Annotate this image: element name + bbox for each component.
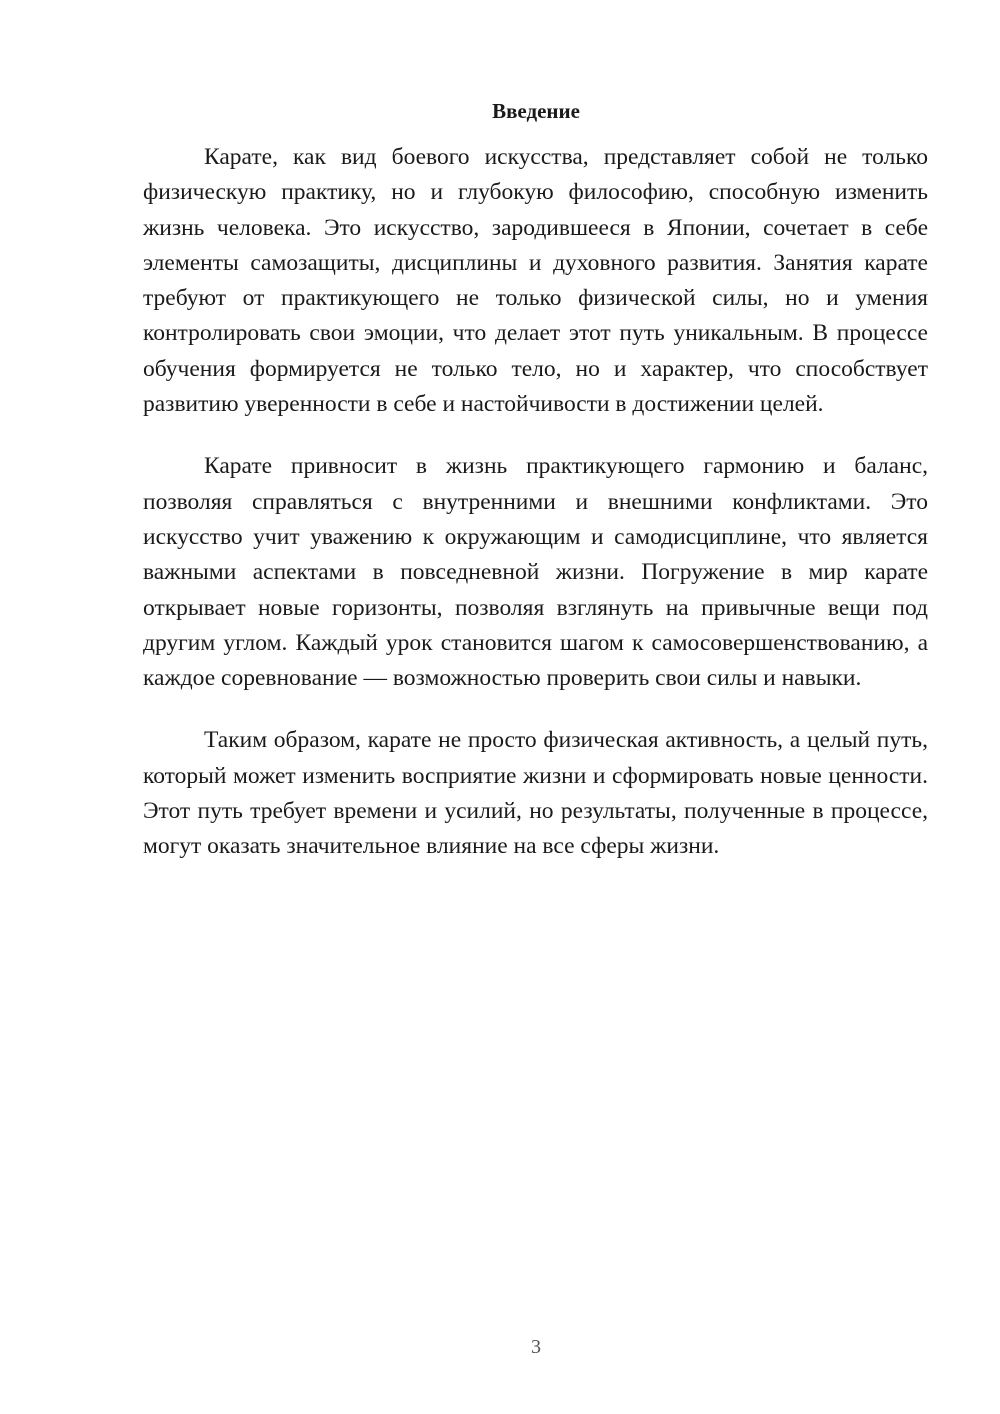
paragraph-1: Карате, как вид боевого искусства, представляет собой не только физическую практику, но и глубокую философию, способную изменить жизнь человека. Это искусство, зародившееся в Японии, сочетает в себе элементы самозащиты, дисциплины и духовного развития. Занятия карате требуют от практикующего не только физической силы, но и умения контролировать свои эмоции, что делает этот путь уникальным. В процессе обучения формируется не только тело, но и характер, что способствует развитию уверенности в себе и настойчивости в достижении целей. [143, 144, 928, 418]
paragraph-3: Таким образом, карате не просто физическая активность, а целый путь, который может изменить восприятие жизни и сформировать новые ценности. Этот путь требует времени и усилий, но результаты, полученные в процессе, могут оказать значительное влияние на все сферы жизни. [143, 727, 928, 860]
body-text [143, 140, 928, 892]
page-number: 3 [531, 1336, 541, 1358]
section-heading: Введение [492, 99, 580, 123]
paragraph-2: Карате привносит в жизнь практикующего гармонию и баланс, позволяя справляться с внутренними и внешними конфликтами. Это искусство учит уважению к окружающим и самодисциплине, что является важными аспектами в повседневной жизни. Погружение в мир карате открывает новые горизонты, позволяя взглянуть на привычные вещи под другим углом. Каждый урок становится шагом к самосовершенствованию, а каждое соревнование — возможностью проверить свои силы и навыки. [143, 453, 928, 692]
